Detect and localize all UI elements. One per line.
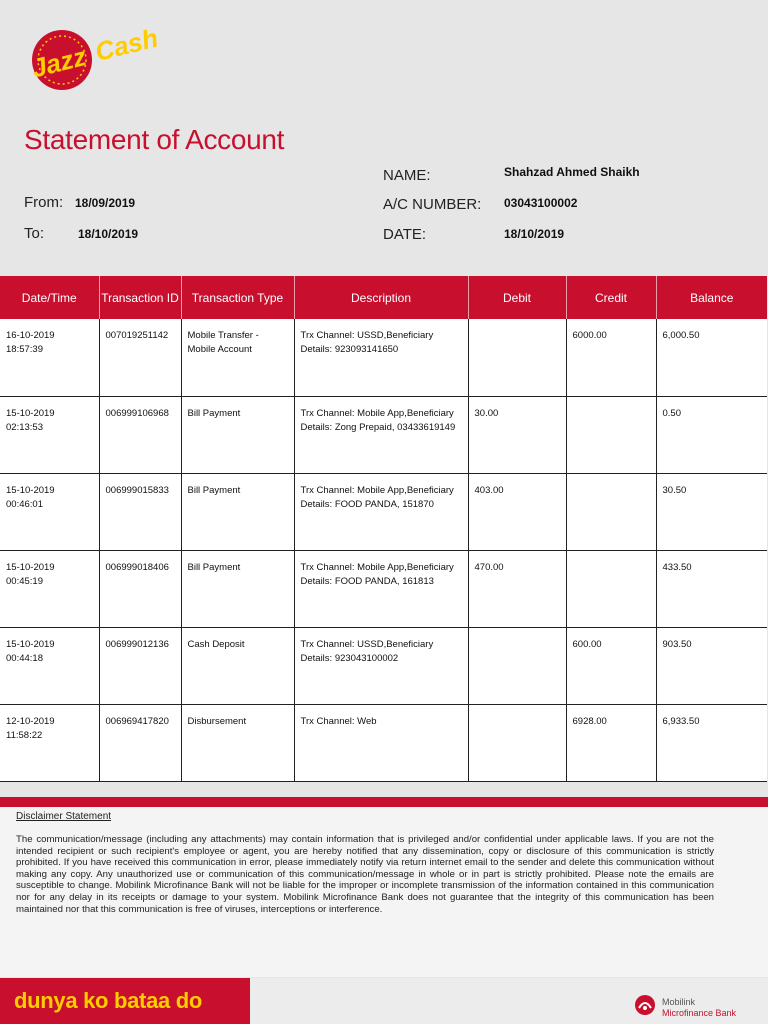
from-value: 18/09/2019 (75, 196, 136, 210)
cell-credit: 6928.00 (566, 704, 656, 781)
table-row (0, 627, 767, 704)
table-header-row (0, 276, 767, 319)
cell-debit (468, 627, 566, 704)
cell-balance: 433.50 (656, 550, 767, 627)
name-value: Shahzad Ahmed Shaikh (504, 165, 640, 179)
cell-description: Trx Channel: Mobile App,Beneficiary Details: Zong Prepaid, 03433619149 (294, 396, 468, 473)
disclaimer-title: Disclaimer Statement (16, 811, 112, 822)
date-value: 18/10/2019 (504, 227, 565, 241)
column-header: Balance (656, 276, 767, 319)
cell-credit (566, 396, 656, 473)
column-header: Credit (566, 276, 656, 319)
column-header: Date/Time (0, 276, 99, 319)
cell-balance: 0.50 (656, 396, 767, 473)
cell-balance: 6,000.50 (656, 319, 767, 396)
cell-transaction-id: 007019251142 (99, 319, 181, 396)
cell-datetime: 16-10-2019 18:57:39 (0, 319, 99, 396)
table-row (0, 550, 767, 627)
cell-transaction-id: 006999012136 (99, 627, 181, 704)
disclaimer-text: The communication/message (including any attachments) may contain information that is privileged and/or confidential under applicable laws. If you are not the intended recipient or such recipient's employee or agent, you are hereby notified that any dissemination, copy or disclosure of this communication is strictly prohibited. If you have received this communication in error, please immediately notify via return internet email to the sender and delete this communication without making any copy. Any unauthorized use or communication of this communication/message in whole or in part is strictly prohibited. Please note the emails are susceptible to change. Mobilink Microfinance Bank will not be liable for the improper or incomplete transmission of the information contained in this communication nor for any delay in its receipts or damage to your system. Mobilink Microfinance Bank does not guarantee that the integrity of this communication has been maintained nor that this communication is free of viruses, interceptions or interference. (16, 834, 714, 915)
cell-debit: 30.00 (468, 396, 566, 473)
column-header: Debit (468, 276, 566, 319)
logo-text-cash: Cash (92, 22, 161, 67)
cell-datetime: 15-10-2019 00:45:19 (0, 550, 99, 627)
bank-name: Mobilink (662, 997, 696, 1007)
footer-slogan: dunya ko bataa do (14, 988, 203, 1013)
column-header: Transaction Type (181, 276, 294, 319)
page-title: Statement of Account (24, 124, 285, 155)
account-number-value: 03043100002 (504, 196, 578, 210)
jazzcash-logo (26, 20, 186, 98)
cell-description: Trx Channel: USSD,Beneficiary Details: 923093141650 (294, 319, 468, 396)
bank-name-subtitle: Microfinance Bank (662, 1008, 737, 1018)
cell-transaction-type: Disbursement (181, 704, 294, 781)
to-label: To: (24, 225, 45, 242)
account-number-label: A/C NUMBER: (383, 196, 482, 213)
table-row (0, 396, 767, 473)
cell-credit: 6000.00 (566, 319, 656, 396)
cell-datetime: 15-10-2019 00:44:18 (0, 627, 99, 704)
cell-transaction-type: Mobile Transfer - Mobile Account (181, 319, 294, 396)
cell-transaction-type: Cash Deposit (181, 627, 294, 704)
cell-transaction-id: 006999018406 (99, 550, 181, 627)
date-label: DATE: (383, 226, 427, 243)
mobilink-bank-icon (634, 994, 656, 1016)
cell-description: Trx Channel: USSD,Beneficiary Details: 923043100002 (294, 627, 468, 704)
table-row (0, 319, 767, 396)
cell-transaction-type: Bill Payment (181, 473, 294, 550)
cell-datetime: 15-10-2019 00:46:01 (0, 473, 99, 550)
logo-text-jazz: Jazz (28, 41, 90, 84)
cell-credit: 600.00 (566, 627, 656, 704)
cell-credit (566, 550, 656, 627)
cell-description: Trx Channel: Mobile App,Beneficiary Details: FOOD PANDA, 161813 (294, 550, 468, 627)
cell-transaction-id: 006999015833 (99, 473, 181, 550)
cell-description: Trx Channel: Web (294, 704, 468, 781)
cell-debit: 470.00 (468, 550, 566, 627)
cell-debit (468, 319, 566, 396)
section-divider (0, 797, 768, 807)
transactions-table (0, 276, 767, 782)
cell-balance: 6,933.50 (656, 704, 767, 781)
cell-transaction-type: Bill Payment (181, 550, 294, 627)
cell-debit (468, 704, 566, 781)
cell-datetime: 12-10-2019 11:58:22 (0, 704, 99, 781)
cell-description: Trx Channel: Mobile App,Beneficiary Details: FOOD PANDA, 151870 (294, 473, 468, 550)
column-header: Description (294, 276, 468, 319)
cell-debit: 403.00 (468, 473, 566, 550)
cell-transaction-type: Bill Payment (181, 396, 294, 473)
name-label: NAME: (383, 167, 431, 184)
cell-transaction-id: 006969417820 (99, 704, 181, 781)
cell-credit (566, 473, 656, 550)
cell-balance: 30.50 (656, 473, 767, 550)
cell-transaction-id: 006999106968 (99, 396, 181, 473)
table-row (0, 704, 767, 781)
column-header: Transaction ID (99, 276, 181, 319)
to-value: 18/10/2019 (78, 227, 139, 241)
cell-balance: 903.50 (656, 627, 767, 704)
from-label: From: (24, 194, 64, 211)
table-row (0, 473, 767, 550)
cell-datetime: 15-10-2019 02:13:53 (0, 396, 99, 473)
